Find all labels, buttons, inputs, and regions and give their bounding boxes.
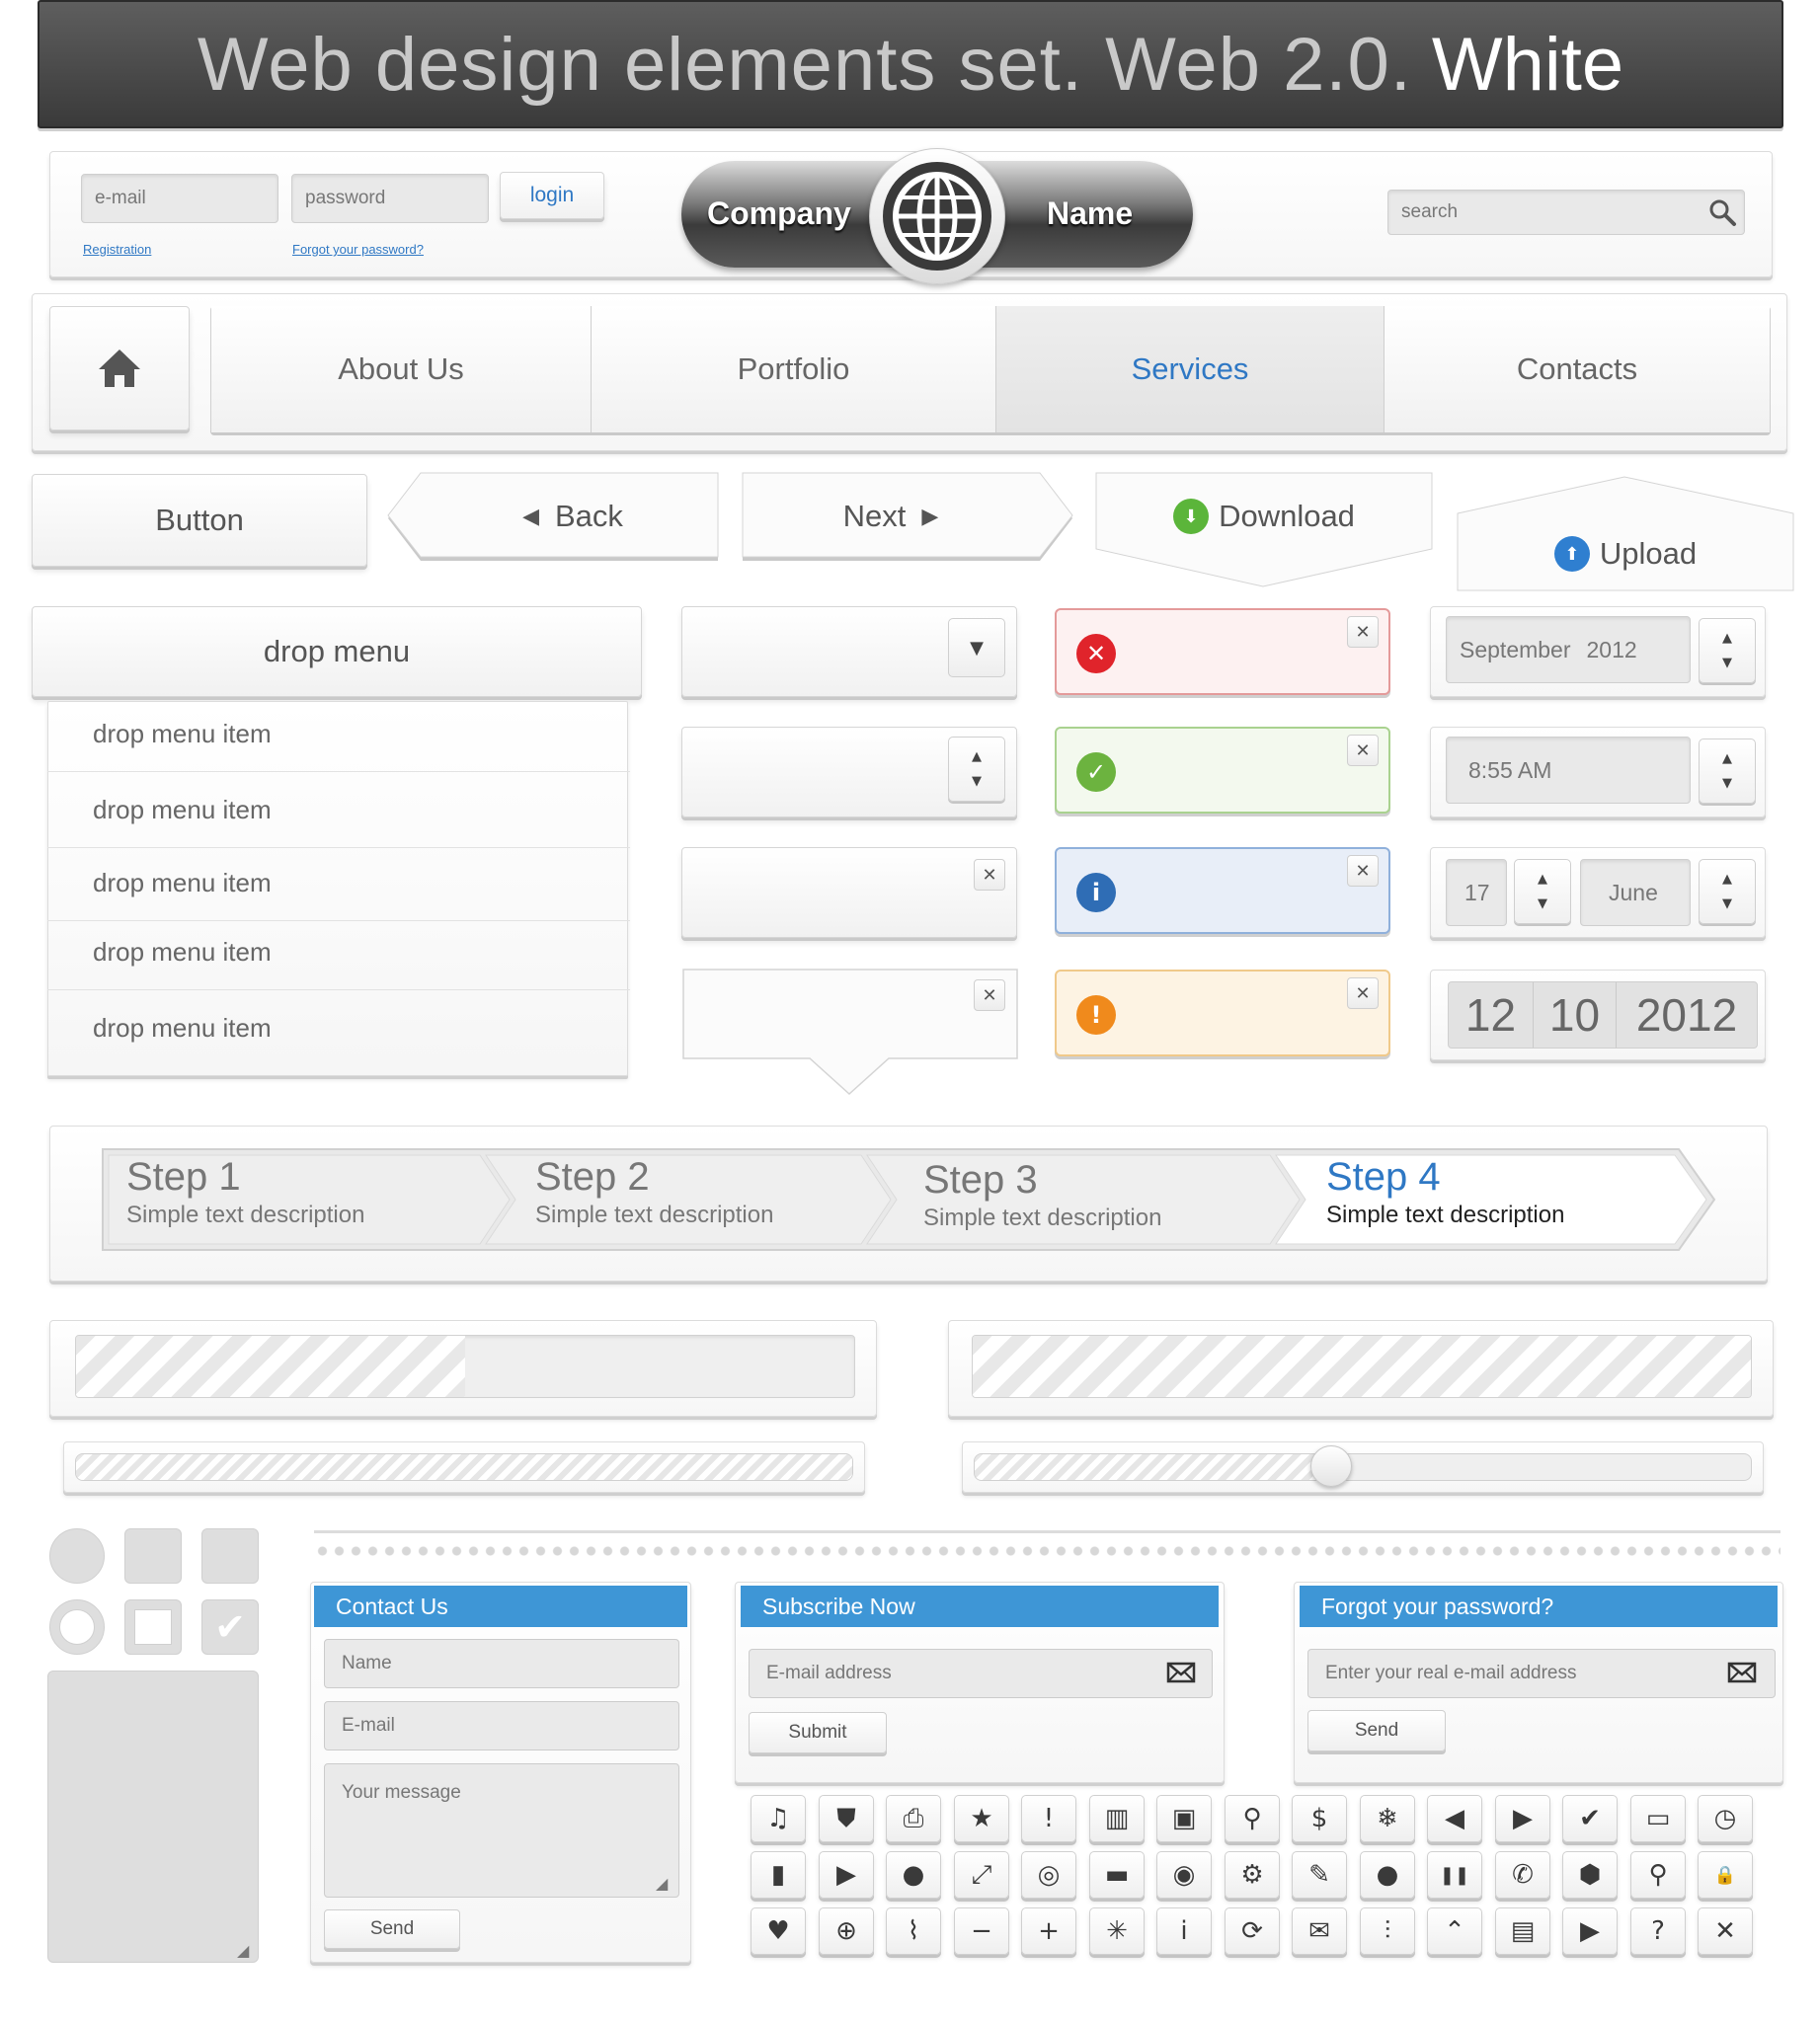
close-icon[interactable]: ✕ <box>1698 1907 1753 1955</box>
tab-about-us[interactable]: About Us <box>211 306 592 432</box>
info-icon[interactable]: i <box>1156 1907 1212 1955</box>
month-year-stepper[interactable] <box>1699 618 1756 683</box>
month-year-field[interactable] <box>1446 616 1691 683</box>
subscribe-form-title: Subscribe Now <box>741 1586 1219 1627</box>
printer-icon[interactable]: ⎙ <box>886 1795 941 1842</box>
user-icon[interactable]: ● <box>886 1851 941 1899</box>
chevron-down-icon[interactable]: ▼ <box>948 618 1005 677</box>
drop-menu-button[interactable]: drop menu <box>32 606 642 697</box>
mail-icon <box>1166 1661 1196 1689</box>
sliders-icon[interactable]: ⫶ <box>1360 1907 1415 1955</box>
closable-input[interactable] <box>681 847 1017 938</box>
date-digits <box>1448 981 1758 1049</box>
arrow-up-icon[interactable]: ▲ <box>1538 872 1547 887</box>
shield-icon[interactable]: ⬢ <box>1562 1851 1618 1899</box>
warning-close-icon[interactable]: ✕ <box>1347 977 1379 1009</box>
floppy-icon[interactable]: ▣ <box>1156 1795 1212 1842</box>
radio-unchecked[interactable] <box>49 1599 105 1655</box>
arrow-up-icon[interactable]: ▲ <box>1722 631 1732 646</box>
login-button[interactable]: login <box>500 172 604 219</box>
dotted-divider <box>314 1545 1780 1557</box>
search-input[interactable]: search <box>1387 190 1745 235</box>
checkbox-checked[interactable]: ✔ <box>201 1599 259 1655</box>
checkbox-unchecked[interactable] <box>124 1599 182 1655</box>
warning-alert <box>1055 970 1390 1056</box>
time-field[interactable]: 8:55 AM <box>1446 737 1691 804</box>
phone-icon[interactable]: ✆ <box>1495 1851 1550 1899</box>
trash-icon[interactable]: ▥ <box>1089 1795 1145 1842</box>
disc-icon[interactable]: ◎ <box>1021 1851 1076 1899</box>
progress-bar-1-fill <box>76 1336 465 1397</box>
next-button[interactable] <box>743 474 1039 559</box>
date-year: 2012 <box>1635 989 1738 1041</box>
year-value: 2012 <box>1586 636 1637 662</box>
globe-icon[interactable]: ⊕ <box>819 1907 874 1955</box>
tab-services[interactable]: Services <box>996 306 1385 432</box>
thin-progress-bar <box>75 1453 853 1481</box>
thin-progress-fill <box>76 1454 852 1480</box>
forgot-form-title: Forgot your password? <box>1300 1586 1778 1627</box>
tab-portfolio[interactable]: Portfolio <box>592 306 996 432</box>
stepper-arrows[interactable] <box>948 737 1005 802</box>
email-field[interactable]: e-mail <box>81 174 278 223</box>
upload-icon: ⬆ <box>1554 536 1590 572</box>
arrow-down-icon[interactable]: ▼ <box>1722 896 1732 911</box>
back-button[interactable] <box>425 474 721 559</box>
forgot-email-field[interactable]: Enter your real e-mail address <box>1307 1649 1776 1698</box>
heart-icon[interactable]: ♥ <box>751 1907 806 1955</box>
success-check-icon: ✓ <box>1076 752 1116 792</box>
download-button[interactable] <box>1096 476 1432 557</box>
contact-name-field[interactable]: Name <box>324 1639 679 1688</box>
bar-chart-icon[interactable]: ▮ <box>751 1851 806 1899</box>
forgot-send-button[interactable]: Send <box>1307 1710 1446 1751</box>
radio-filled[interactable] <box>49 1528 105 1584</box>
snowflake-icon[interactable]: ❄ <box>1360 1795 1415 1842</box>
step-4-title: Step 4 <box>1326 1155 1441 1199</box>
question-icon[interactable]: ? <box>1630 1907 1686 1955</box>
dollar-icon[interactable]: $ <box>1292 1795 1347 1842</box>
logo-company-text: Company <box>707 195 851 231</box>
checkbox-filled[interactable] <box>124 1528 182 1584</box>
plus-icon[interactable]: + <box>1021 1907 1076 1955</box>
drop-menu-item-2[interactable]: drop menu item <box>47 773 630 848</box>
logo-name-text: Name <box>1047 195 1134 231</box>
mail-icon[interactable]: ✉ <box>1292 1907 1347 1955</box>
check-icon[interactable]: ✔ <box>1562 1795 1618 1842</box>
arrow-down-icon[interactable]: ▼ <box>1538 896 1547 911</box>
video-camera-icon[interactable]: ▶ <box>819 1851 874 1899</box>
back-label: Back <box>555 499 623 533</box>
month-field[interactable]: June <box>1580 859 1691 926</box>
lock-icon[interactable]: 🔒 <box>1698 1851 1753 1899</box>
step-1-title: Step 1 <box>126 1155 241 1199</box>
chevron-right-icon[interactable]: ▶ <box>1495 1795 1550 1842</box>
drop-menu-item-4[interactable]: drop menu item <box>47 915 630 990</box>
arrow-up-icon[interactable]: ▲ <box>1722 872 1732 887</box>
upload-button[interactable] <box>1458 515 1793 592</box>
contact-email-field[interactable]: E-mail <box>324 1701 679 1750</box>
step-3-desc: Simple text description <box>923 1205 1162 1231</box>
tooltip-close-icon[interactable]: ✕ <box>974 979 1005 1011</box>
play-icon[interactable]: ▶ <box>1562 1907 1618 1955</box>
title-banner <box>38 0 1783 128</box>
info-close-icon[interactable]: ✕ <box>1347 855 1379 887</box>
generic-button[interactable]: Button <box>32 474 367 567</box>
time-stepper[interactable] <box>1699 739 1756 804</box>
progress-bar-1 <box>75 1335 855 1398</box>
password-field[interactable]: password <box>291 174 489 223</box>
forgot-password-link[interactable]: Forgot your password? <box>292 242 424 257</box>
home-icon <box>97 348 142 389</box>
month-value: September <box>1460 636 1571 662</box>
lightbulb-icon[interactable]: ● <box>1360 1851 1415 1899</box>
close-icon[interactable]: ✕ <box>974 859 1005 891</box>
warning-icon: ! <box>1076 995 1116 1035</box>
day-stepper[interactable] <box>1514 859 1571 924</box>
asterisk-icon[interactable]: ✳ <box>1089 1907 1145 1955</box>
refresh-icon[interactable]: ⟳ <box>1225 1907 1280 1955</box>
progress-bar-2-fill <box>973 1336 1751 1397</box>
registration-link[interactable]: Registration <box>83 242 152 257</box>
slider-track[interactable] <box>974 1453 1752 1481</box>
upload-label: Upload <box>1599 536 1698 571</box>
slider-fill <box>975 1454 1332 1480</box>
date-day: 12 <box>1449 982 1534 1048</box>
chevron-left-icon: ◀ <box>522 504 539 529</box>
pencil-icon[interactable]: ✎ <box>1292 1851 1347 1899</box>
tooltip-box <box>681 968 1019 1098</box>
success-alert <box>1055 727 1390 814</box>
star-icon[interactable]: ★ <box>954 1795 1009 1842</box>
step-2-title: Step 2 <box>535 1155 650 1199</box>
forgot-mail-icon <box>1727 1661 1757 1689</box>
step-3-title: Step 3 <box>923 1158 1038 1202</box>
divider-line <box>314 1530 1780 1533</box>
subscribe-email-field[interactable]: E-mail address <box>749 1649 1213 1698</box>
contact-message-field[interactable]: Your message <box>324 1763 679 1898</box>
step-1-desc: Simple text description <box>126 1202 365 1228</box>
rss-icon[interactable]: ⌇ <box>886 1907 941 1955</box>
resizable-textarea[interactable] <box>47 1671 259 1963</box>
chevron-right-icon: ▶ <box>921 504 939 529</box>
step-4-desc: Simple text description <box>1326 1202 1565 1228</box>
subscribe-submit-button[interactable]: Submit <box>749 1712 887 1753</box>
error-alert <box>1055 608 1390 695</box>
arrow-up-icon[interactable]: ▲ <box>1722 751 1732 766</box>
day-field[interactable]: 17 <box>1446 859 1507 926</box>
music-note-icon[interactable]: ♫ <box>751 1795 806 1842</box>
month-stepper[interactable] <box>1699 859 1756 924</box>
title-accent: White <box>1431 22 1624 107</box>
tag-icon[interactable]: ⛊ <box>819 1795 874 1842</box>
resize-grip-icon[interactable]: ◢ <box>237 1941 250 1960</box>
step-2[interactable] <box>535 1155 773 1229</box>
minus-icon[interactable]: − <box>954 1907 1009 1955</box>
info-alert <box>1055 847 1390 934</box>
tab-contacts[interactable]: Contacts <box>1385 306 1770 432</box>
exclamation-icon[interactable]: ! <box>1021 1795 1076 1842</box>
eye-icon[interactable]: ◉ <box>1156 1851 1212 1899</box>
download-icon: ⬇ <box>1173 499 1209 534</box>
chevron-left-icon[interactable]: ◀ <box>1427 1795 1482 1842</box>
checkbox-filled-2[interactable] <box>201 1528 259 1584</box>
error-close-icon[interactable]: ✕ <box>1347 616 1379 648</box>
error-icon: ✕ <box>1076 634 1116 673</box>
clock-icon[interactable]: ◷ <box>1698 1795 1753 1842</box>
globe-icon <box>879 158 995 274</box>
success-close-icon[interactable]: ✕ <box>1347 735 1379 766</box>
arrow-down-icon[interactable]: ▼ <box>1722 776 1732 791</box>
download-label: Download <box>1219 499 1355 533</box>
logo-globe-badge <box>869 148 1005 284</box>
drop-menu-item-1[interactable]: drop menu item <box>47 697 630 772</box>
info-circle-icon: i <box>1076 873 1116 912</box>
contact-form-title: Contact Us <box>314 1586 687 1627</box>
step-1[interactable] <box>126 1155 364 1229</box>
title-main: Web design elements set. Web 2.0. <box>197 22 1412 107</box>
arrow-up-icon[interactable]: ▲ <box>972 749 982 764</box>
next-label: Next <box>842 499 907 533</box>
microphone-icon[interactable]: ⚲ <box>1630 1851 1686 1899</box>
double-up-icon[interactable]: ⌃ <box>1427 1907 1482 1955</box>
date-month: 10 <box>1534 982 1617 1048</box>
step-2-desc: Simple text description <box>535 1202 774 1228</box>
fullscreen-icon[interactable]: ⤢ <box>954 1851 1009 1899</box>
arrow-down-icon[interactable]: ▼ <box>972 774 982 789</box>
search-icon[interactable] <box>1707 197 1737 227</box>
contact-send-button[interactable]: Send <box>324 1909 460 1949</box>
gear-icon[interactable]: ⚙ <box>1225 1851 1280 1899</box>
arrow-down-icon[interactable]: ▼ <box>1722 656 1732 670</box>
folder-icon[interactable]: ▬ <box>1089 1851 1145 1899</box>
progress-bar-2 <box>972 1335 1752 1398</box>
home-button[interactable] <box>49 306 190 430</box>
step-4-active[interactable] <box>1326 1155 1564 1229</box>
step-3[interactable] <box>923 1158 1161 1232</box>
message-resize-grip-icon[interactable]: ◢ <box>656 1874 669 1893</box>
drop-menu-item-5[interactable]: drop menu item <box>93 1012 272 1043</box>
pause-icon[interactable]: ❚❚ <box>1427 1851 1482 1899</box>
pin-icon[interactable]: ⚲ <box>1225 1795 1280 1842</box>
briefcase-icon[interactable]: ▤ <box>1495 1907 1550 1955</box>
chat-icon[interactable]: ▭ <box>1630 1795 1686 1842</box>
drop-menu-item-3[interactable]: drop menu item <box>47 846 630 921</box>
